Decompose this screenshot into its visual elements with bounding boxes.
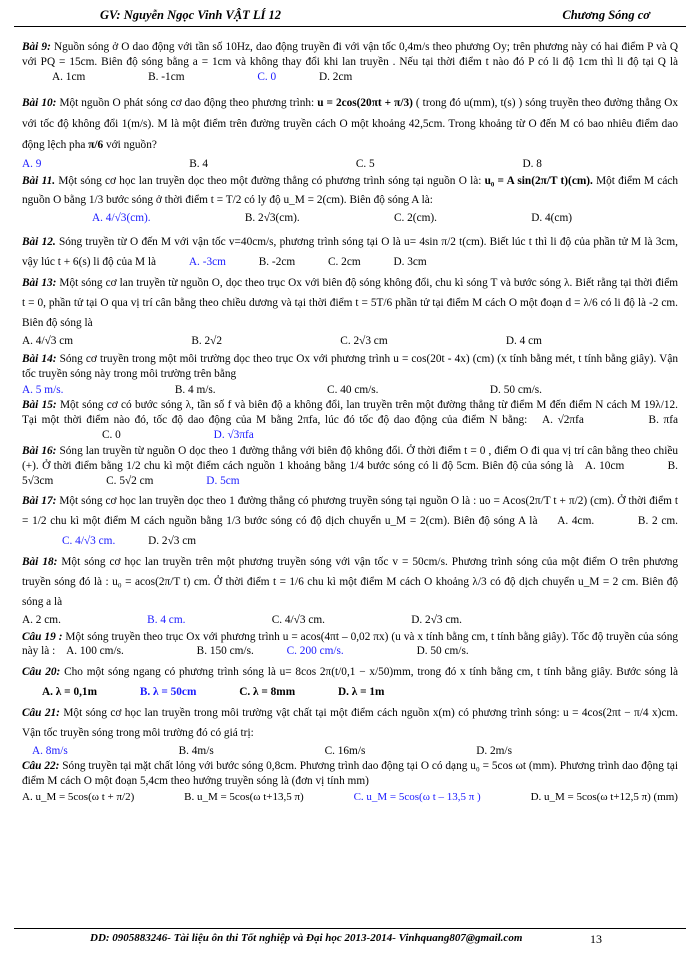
question-13 (22, 273, 678, 349)
question-label: Bài 15: (22, 399, 57, 412)
header-author: GV: Nguyễn Ngọc Vinh VẬT LÍ 12 (100, 8, 282, 22)
option-c: C. 2cm (327, 255, 361, 268)
question-text: Một điểm M cách nguồn O bằng 1/3 bước sóng ở thời điểm t = T/2 có ly độ u_M = 2(cm). Biên độ sóng A là: (22, 174, 678, 206)
option-a: A. 10cm (584, 459, 625, 472)
page-header (40, 6, 660, 26)
option-c: C. 200 cm/s. (286, 645, 344, 658)
option-d: D. 50 cm/s. (416, 645, 469, 658)
question-text: Một sóng cơ lan truyền từ nguồn O, dọc theo trục Ox với biên độ sóng không đổi, chu kì sóng T và bước sóng λ. Biết rằng tại thời điểm t = 0, phần tử tại O qua vị trí cân bằng theo chiều dương và tại thời điểm t = 5T/6 phần tử tại điểm M cách O một đoạn d = λ/6 có li độ là -2 cm. Biên độ sóng là (22, 276, 678, 329)
page-number: 13 (590, 932, 602, 946)
question-text: uo = Acos(2π/T t + π/2) (cm). Ở thời điểm t = 1/2 chu kì một điểm M cách nguồn bằng 1/3 bước sóng có độ dịch chuyển u_M = 2(cm). Biên độ sóng A là (22, 494, 678, 527)
option-d: D. √3πfa (213, 428, 254, 441)
question-text: Một sóng cơ có bước sóng λ, tần số f và biên độ a không đổi, lan truyền trên một đường thẳng từ điểm M đến điểm N cách M 19λ/12. Tại một thời điểm nào đó, tốc độ dao động của M bằng 2πfa, lúc đó tốc độ dao động của điểm N bằng: (22, 399, 678, 427)
option-d: D. 3cm (393, 255, 427, 268)
option-d: D. 50 cm/s. (489, 384, 542, 397)
question-19 (22, 630, 678, 660)
question-list (22, 40, 678, 805)
option-a: A. -3cm (188, 255, 226, 268)
option-a: A. 8m/s (32, 745, 68, 758)
option-d: D. 2m/s (476, 745, 512, 758)
question-text: với nguồn? (106, 138, 157, 151)
question-text: Một sóng cơ học lan truyền dọc theo 1 đường thẳng có phương truyền sóng tại nguồn O là : (59, 494, 477, 507)
option-a: A. 4/√3(cm). (92, 211, 151, 224)
option-d: D. u_M = 5cos(ω t+12,5 π) (mm) (530, 791, 678, 804)
question-label: Bài 18: (22, 555, 58, 568)
question-label: Bài 11. (22, 174, 56, 187)
question-15 (22, 398, 678, 443)
option-c: C. 4/√3 cm. (62, 534, 116, 547)
question-text: ( trong đó u(mm), t(s) ) sóng truyền theo đường thẳng Ox với tốc độ không đổi 1(m/s). M là một điểm trên đường truyền cách O một khoảng 42,5cm. Trong khoảng từ O đến M có bao nhiêu điểm dao động lệch pha (22, 96, 679, 151)
question-10 (22, 93, 678, 172)
question-label: Bài 12. (22, 235, 56, 248)
option-c: C. λ = 8mm (239, 686, 296, 699)
question-21 (22, 703, 678, 759)
header-rule (14, 26, 686, 27)
question-16 (22, 444, 678, 489)
option-c: C. 2(cm). (393, 211, 437, 224)
option-d: D. 2cm (319, 70, 353, 83)
option-b: B. λ = 50cm (139, 686, 197, 699)
question-text: Sóng truyền từ O đến M với vận tốc v=40cm/s, phương trình sóng tại O là u= 4sin π/2 t(cm). Biết lúc t thì li độ của phần tử M là 3cm, vậy lúc t + 6(s) li độ của M là (22, 235, 679, 268)
question-label: Câu 22: (22, 760, 60, 773)
option-b: B. 2√3(cm). (244, 211, 300, 224)
option-a: A. 100 cm/s. (66, 645, 124, 658)
question-text: Một sóng cơ học lan truyền dọc theo một đường thẳng có phương trình sóng tại nguồn O là: (58, 174, 482, 187)
question-text: Sóng cơ truyền trong một môi trường dọc theo trục Ox với phương trình u = cos(20t - 4x) (cm) (x tính bằng mét, t tính bằng giây). Vận tốc truyền sóng này trong môi trường trên bằng (22, 353, 678, 381)
option-d: D. 2√3 cm (148, 534, 197, 547)
question-label: Câu 21: (22, 707, 60, 720)
option-c: C. 40 cm/s. (327, 384, 379, 397)
phase-value: π/6 (88, 138, 104, 151)
question-text: Sóng truyền tại mặt chất lỏng với bước sóng 0,8cm. Phương trình dao động tại O có dạng u₀ = 5cos ωt (mm). Phương trình dao động tại điểm M cách O một đoạn 5,4cm theo hướng truyền sóng là (đơn vị tính mm) (22, 760, 678, 788)
option-a: A. 1cm (52, 70, 86, 83)
question-20 (22, 662, 678, 702)
question-label: Bài 14: (22, 353, 57, 366)
option-a: A. 5 m/s. (22, 384, 64, 397)
question-label: Bài 16: (22, 444, 57, 457)
option-b: B. 2√2 (191, 334, 223, 347)
question-text: Một sóng truyền theo trục Ox với phương trình u = acos(4πt – 0,02 πx) (u và x tính bằng cm, t tính bằng giây). Tốc độ truyền của sóng này là : (22, 630, 678, 658)
option-b: B. 5√3cm (22, 459, 678, 487)
option-c: C. 5√2 cm (106, 474, 154, 487)
option-c: C. 16m/s (324, 745, 366, 758)
option-b: B. 150 cm/s. (196, 645, 254, 658)
question-label: Bài 10: (22, 96, 57, 109)
footer-rule (14, 928, 686, 929)
option-a: A. 9 (22, 157, 42, 170)
question-18 (22, 552, 678, 628)
page-footer: DD: 0905883246- Tài liệu ôn thi Tốt nghiệp và Đại học 2013-2014- Vinhquang807@gmail.com (90, 932, 523, 944)
option-b: B. 4 m/s. (174, 384, 216, 397)
question-12 (22, 232, 678, 272)
option-d: D. 8 (522, 157, 542, 170)
question-9 (22, 40, 678, 85)
question-label: Bài 9: (22, 41, 51, 53)
option-c: C. 0 (257, 70, 277, 83)
option-d: D. 4 cm (505, 334, 542, 347)
option-c: C. 0 (102, 428, 121, 441)
question-label: Bài 13: (22, 276, 57, 289)
option-c: C. u_M = 5cos(ω t – 13,5 π ) (353, 791, 481, 804)
question-22 (22, 759, 678, 805)
question-11 (22, 172, 678, 226)
option-b: B. πfa (648, 414, 679, 427)
option-a: A. λ = 0,1m (42, 686, 97, 699)
option-a: A. 4cm. (557, 514, 595, 527)
question-text: Một nguồn O phát sóng cơ dao động theo phương trình: (59, 96, 315, 109)
option-a: A. 2 cm. (22, 613, 61, 626)
question-label: Câu 20: (22, 666, 61, 679)
wave-equation: u = 2cos(20πt + π/3) (317, 96, 413, 109)
option-b: B. u_M = 5cos(ω t+13,5 π) (184, 791, 304, 804)
option-d: D. 4(cm) (531, 211, 572, 224)
option-b: B. -1cm (148, 70, 185, 83)
question-label: Bài 17: (22, 494, 57, 507)
header-chapter: Chương Sóng cơ (562, 8, 650, 22)
option-a: A. √2πfa (541, 414, 584, 427)
option-d: D. λ = 1m (337, 686, 385, 699)
option-d: D. 2√3 cm. (411, 613, 462, 626)
question-17 (22, 491, 678, 551)
question-14 (22, 352, 678, 398)
question-text: Nguồn sóng ở O dao động với tần số 10Hz, dao động truyền đi với vận tốc 0,4m/s theo phương Oy; trên phương này có hai điểm P và Q với PQ = 15cm. Biên độ sóng bằng a = 1cm và không thay đổi khi lan truyền . Nếu tại thời điểm t nào đó P có li độ 1cm thì li độ tại Q là (22, 41, 679, 68)
option-c: C. 5 (355, 157, 375, 170)
option-b: B. 4m/s (178, 745, 214, 758)
option-b: B. -2cm (258, 255, 296, 268)
question-label: Câu 19 : (22, 630, 63, 643)
option-d: D. 5cm (206, 474, 240, 487)
option-a: A. 4/√3 cm (22, 334, 74, 347)
question-text: Một sóng cơ học lan truyền trên một phương truyền sóng với vận tốc v = 50cm/s. Phương trình sóng của một điểm O trên phương truyền sóng đó là : u₀ = acos(2π/T t) cm. Ở thời điểm t = 1/6 chu kì một điểm M cách O khoảng λ/3 có độ dịch chuyển u_M = 2 cm. Biên độ sóng a là (22, 555, 678, 608)
option-a: A. u_M = 5cos(ω t + π/2) (22, 791, 135, 804)
option-b: B. 2 cm. (637, 514, 678, 527)
question-text: Sóng lan truyền từ nguồn O dọc theo 1 đường thẳng với biên độ không đổi. Ở thời điểm t = 0 , điểm O đi qua vị trí cân bằng theo chiều (+). Ở thời điểm bằng 1/2 chu kì một điểm cách nguồn 1 khoảng bằng 1/4 bước sóng có li độ 5cm. Biên độ của sóng là (22, 444, 678, 472)
question-text: Một sóng cơ học lan truyền trong môi trường vật chất tại một điểm cách nguồn x(m) có phương trình sóng: u = 4cos(2πt − π/4 x)cm. Vận tốc truyền sóng trong môi trường đó có giá trị: (22, 707, 678, 740)
option-c: C. 4/√3 cm. (271, 613, 325, 626)
wave-equation: u₀ = A sin(2π/T t)(cm). (484, 174, 593, 187)
option-b: B. 4 (189, 157, 209, 170)
option-c: C. 2√3 cm (340, 334, 388, 347)
option-b: B. 4 cm. (147, 613, 186, 626)
question-text: Cho một sóng ngang có phương trình sóng là u= 8cos 2π(t/0,1 − x/50)mm, trong đó x tính bằng cm, t tính bằng giây. Bước sóng là (64, 666, 678, 679)
